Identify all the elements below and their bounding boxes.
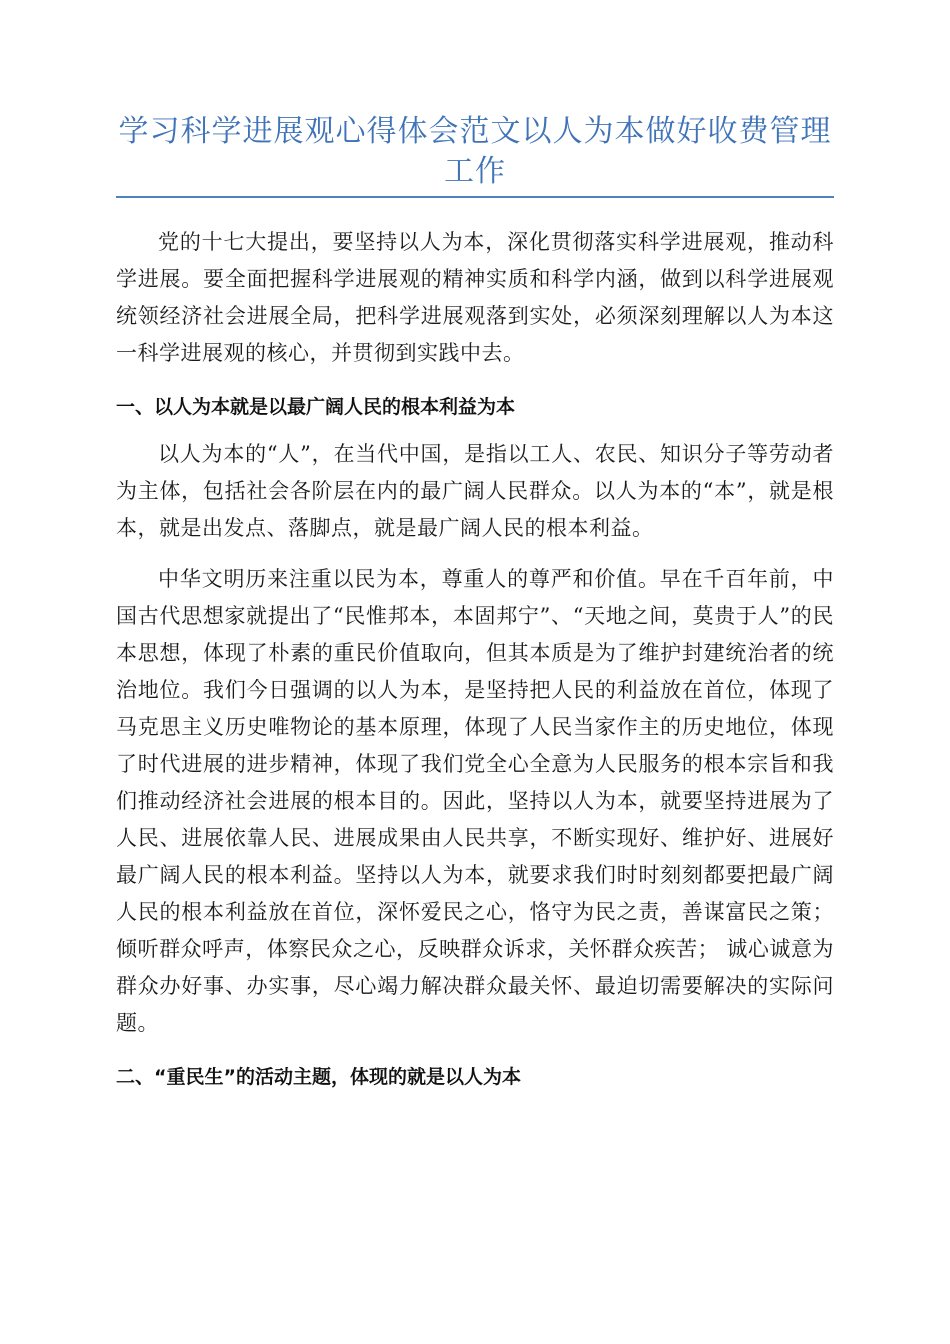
section-1-paragraph-2: 中华文明历来注重以民为本，尊重人的尊严和价值。早在千百年前，中国古代思想家就提出了“民惟邦本，本固邦宁”、“天地之间，莫贵于人”的民本思想，体现了朴素的重民价值取向，但其本质是为了维护封建统治者的统治地位。我们今日强调的以人为本，是坚持把人民的利益放在首位，体现了马克思主义历史唯物论的基本原理，体现了人民当家作主的历史地位，体现了时代进展的进步精神，体现了我们党全心全意为人民服务的根本宗旨和我们推动经济社会进展的根本目的。因此，坚持以人为本，就要坚持进展为了人民、进展依靠人民、进展成果由人民共享，不断实现好、维护好、进展好最广阔人民的根本利益。坚持以人为本，就要求我们时时刻刻都要把最广阔人民的根本利益放在首位，深怀爱民之心，恪守为民之责，善谋富民之策； 倾听群众呼声，体察民众之心，反映群众诉求，关怀群众疾苦； 诚心诚意为群众办好事、办实事，尽心竭力解决群众最关怀、最迫切需要解决的实际问题。 bbox=[116, 567, 834, 1035]
document-title: 学习科学进展观心得体会范文以人为本做好收费管理工作 bbox=[118, 114, 832, 189]
intro-paragraph: 党的十七大提出，要坚持以人为本，深化贯彻落实科学进展观，推动科学进展。要全面把握科学进展观的精神实质和科学内涵，做到以科学进展观统领经济社会进展全局，把科学进展观落到实处，必须深刻理解以人为本这一科学进展观的核心，并贯彻到实践中去。 bbox=[116, 230, 834, 365]
section-heading-2: 二、“重民生”的活动主题，体现的就是以人为本 bbox=[116, 1066, 521, 1088]
title-underline bbox=[116, 196, 834, 198]
section-heading-1: 一、以人为本就是以最广阔人民的根本利益为本 bbox=[116, 396, 516, 418]
document-page bbox=[116, 112, 834, 1106]
section-1-paragraph-1: 以人为本的“人”，在当代中国，是指以工人、农民、知识分子等劳动者为主体，包括社会各阶层在内的最广阔人民群众。以人为本的“本”，就是根本，就是出发点、落脚点，就是最广阔人民的根本利益。 bbox=[116, 442, 834, 540]
